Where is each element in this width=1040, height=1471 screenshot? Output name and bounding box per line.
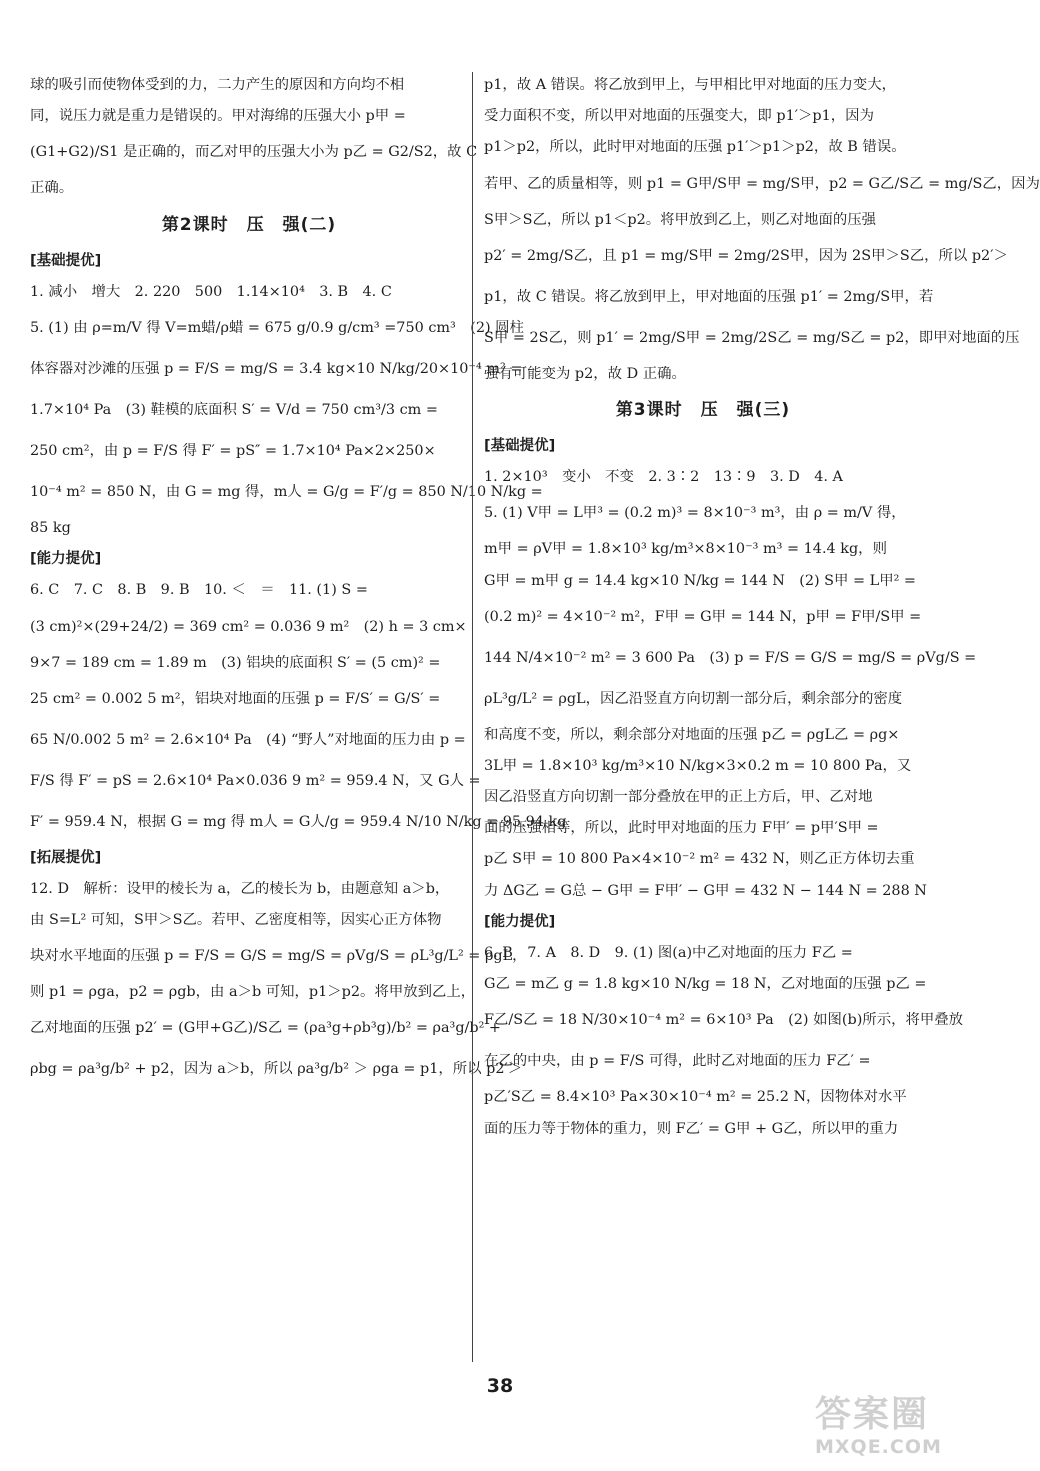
lesson-heading: 第2课时 压 强(二) [161, 214, 337, 235]
text-line: 球的吸引而使物体受到的力，二力产生的原因和方向均不相 [30, 77, 405, 93]
text-line: 1. 减小 增大 2. 220 500 1.14×10⁴ 3. B 4. C [30, 283, 392, 300]
section-label: [基础提优] [484, 437, 556, 454]
text-line: ρbg = ρa³g/b² + p2，因为 a＞b，所以 ρa³g/b² ＞ ρga = p1，所以 p2′＞ [30, 1061, 523, 1078]
text-line: 块对水平地面的压强 p = F/S = G/S = mg/S = ρVg/S = ρL³g/L² = ρgL， [30, 948, 527, 965]
text-line: 25 cm² = 0.002 5 m²，铝块对地面的压强 p = F/S′ = G/S′ = [30, 690, 441, 707]
text-line: (3 cm)²×(29+24/2) = 369 cm² = 0.036 9 m² (2) h = 3 cm× [30, 618, 467, 635]
text-line: (0.2 m)² = 4×10⁻² m²，F甲 = G甲 = 144 N，p甲 = F甲/S甲 = [484, 608, 922, 625]
text-line: 12. D 解析：设甲的棱长为 a，乙的棱长为 b，由题意知 a＞b， [30, 880, 450, 897]
text-line: 则 p1 = ρga，p2 = ρgb，由 a＞b 可知，p1＞p2。将甲放到乙上， [30, 984, 476, 1001]
section-label: [能力提优] [484, 913, 556, 930]
text-line: F′ = 959.4 N，根据 G = mg 得 m人 = G人/g = 959.4 N/10 N/kg = 95.94 kg [30, 813, 567, 830]
text-line: 144 N/4×10⁻² m² = 3 600 Pa (3) p = F/S = G/S = mg/S = ρVg/S = [484, 649, 977, 666]
section-label: [能力提优] [30, 551, 102, 568]
text-line: 1.7×10⁴ Pa (3) 鞋模的底面积 S′ = V/d = 750 cm³/3 cm = [30, 401, 438, 418]
text-line: p1，故 A 错误。将乙放到甲上，与甲相比甲对地面的压力变大， [484, 77, 897, 93]
text-line: S甲 = 2S乙，则 p1′ = 2mg/S甲 = 2mg/2S乙 = mg/S乙 = p2，即甲对地面的压 [484, 329, 1020, 346]
section-label: [拓展提优] [30, 849, 102, 866]
text-line: 若甲、乙的质量相等，则 p1 = G甲/S甲 = mg/S甲，p2 = G乙/S乙 = mg/S乙，因为 [484, 175, 1040, 192]
text-line: 5. (1) 由 ρ=m/V 得 V=m蜡/ρ蜡 = 675 g/0.9 g/cm³ =750 cm³ (2) 圆柱 [30, 319, 524, 336]
section-label: [基础提优] [30, 252, 102, 269]
lesson-heading: 第3课时 压 强(三) [615, 399, 791, 420]
text-line: 85 kg [30, 519, 71, 536]
text-line: 受力面积不变，所以甲对地面的压强变大，即 p1′＞p1，因为 [484, 108, 874, 125]
text-line: 因乙沿竖直方向切割一部分叠放在甲的正上方后，甲、乙对地 [484, 789, 873, 806]
text-line: p2′ = 2mg/S乙，且 p1 = mg/S甲 = 2mg/2S甲，因为 2S甲＞S乙，所以 p2′＞ [484, 247, 1008, 264]
text-line: 在乙的中央，由 p = F/S 可得，此时乙对地面的压力 F乙′ = [484, 1053, 871, 1070]
text-line: 力 ΔG乙 = G总 − G甲 = F甲′ − G甲 = 432 N − 144 N = 288 N [484, 882, 927, 899]
text-line: 65 N/0.002 5 m² = 2.6×10⁴ Pa (4) “野人”对地面的压力由 p = [30, 731, 466, 748]
text-line: p乙 S甲 = 10 800 Pa×4×10⁻² m² = 432 N，则乙正方体切去重 [484, 851, 915, 868]
text-line: 1. 2×10³ 变小 不变 2. 3∶2 13∶9 3. D 4. A [484, 469, 843, 486]
text-line: 同，说压力就是重力是错误的。甲对海绵的压强大小 p甲 = [30, 108, 406, 125]
text-line: 面的压强相等，所以，此时甲对地面的压力 F甲′ = p甲′S甲 = [484, 820, 879, 837]
watermark-url: MXQE.COM [815, 1436, 942, 1458]
text-line: G甲 = m甲 g = 14.4 kg×10 N/kg = 144 N (2) S甲 = L甲² = [484, 572, 916, 589]
text-line: m甲 = ρV甲 = 1.8×10³ kg/m³×8×10⁻³ m³ = 14.4 kg，则 [484, 541, 887, 558]
text-line: 乙对地面的压强 p2′ = (G甲+G乙)/S乙 = (ρa³g+ρb³g)/b² = ρa³g/b² + [30, 1020, 501, 1037]
text-line: 5. (1) V甲 = L甲³ = (0.2 m)³ = 8×10⁻³ m³，由 ρ = m/V 得， [484, 505, 906, 522]
text-line: 强有可能变为 p2，故 D 正确。 [484, 365, 686, 382]
text-line: p乙′S乙 = 8.4×10³ Pa×30×10⁻⁴ m² = 25.2 N，因物体对水平 [484, 1089, 907, 1106]
text-line: (G1+G2)/S1 是正确的，而乙对甲的压强大小为 p乙 = G2/S2，故 C [30, 144, 478, 161]
text-line: 和高度不变，所以，剩余部分对地面的压强 p乙 = ρgL乙 = ρg× [484, 726, 900, 743]
column-divider [472, 72, 473, 1362]
text-line: 由 S=L² 可知，S甲＞S乙。若甲、乙密度相等，因实心正方体物 [30, 912, 442, 929]
page-number: 38 [486, 1375, 514, 1397]
text-line: ρL³g/L² = ρgL，因乙沿竖直方向切割一部分后，剩余部分的密度 [484, 690, 903, 707]
text-line: 10⁻⁴ m² = 850 N，由 G = mg 得，m人 = G/g = F′/g = 850 N/10 N/kg = [30, 483, 543, 500]
text-line: p1＞p2，所以，此时甲对地面的压强 p1′＞p1＞p2，故 B 错误。 [484, 139, 906, 156]
text-line: S甲＞S乙，所以 p1＜p2。将甲放到乙上，则乙对地面的压强 [484, 211, 877, 228]
watermark-title: 答案圈 [815, 1394, 930, 1435]
text-line: 体容器对沙滩的压强 p = F/S = mg/S = 3.4 kg×10 N/kg/20×10⁻⁴ m² = [30, 360, 523, 377]
text-line: p1，故 C 错误。将乙放到甲上，甲对地面的压强 p1′ = 2mg/S甲，若 [484, 288, 934, 305]
right-column [484, 70, 1040, 1145]
watermark-logo [815, 1395, 990, 1465]
left-column [30, 70, 567, 1090]
text-line: G乙 = m乙 g = 1.8 kg×10 N/kg = 18 N，乙对地面的压强 p乙 = [484, 976, 927, 993]
text-line: F/S 得 F′ = pS = 2.6×10⁴ Pa×0.036 9 m² = 959.4 N，又 G人 = [30, 772, 481, 789]
text-line: 正确。 [30, 180, 74, 197]
text-line: 面的压力等于物体的重力，则 F乙′ = G甲 + G乙，所以甲的重力 [484, 1120, 899, 1137]
text-line: 9×7 = 189 cm = 1.89 m (3) 铝块的底面积 S′ = (5 cm)² = [30, 654, 441, 671]
text-line: 250 cm²，由 p = F/S 得 F′ = pS″ = 1.7×10⁴ Pa×2×250× [30, 442, 436, 459]
text-line: 6. B 7. A 8. D 9. (1) 图(a)中乙对地面的压力 F乙 = [484, 945, 853, 961]
text-line: 3L甲 = 1.8×10³ kg/m³×10 N/kg×3×0.2 m = 10 800 Pa，又 [484, 757, 912, 774]
text-line: 6. C 7. C 8. B 9. B 10. ＜ ＝ 11. (1) S = [30, 582, 368, 599]
text-line: F乙/S乙 = 18 N/30×10⁻⁴ m² = 6×10³ Pa (2) 如图(b)所示，将甲叠放 [484, 1012, 964, 1029]
